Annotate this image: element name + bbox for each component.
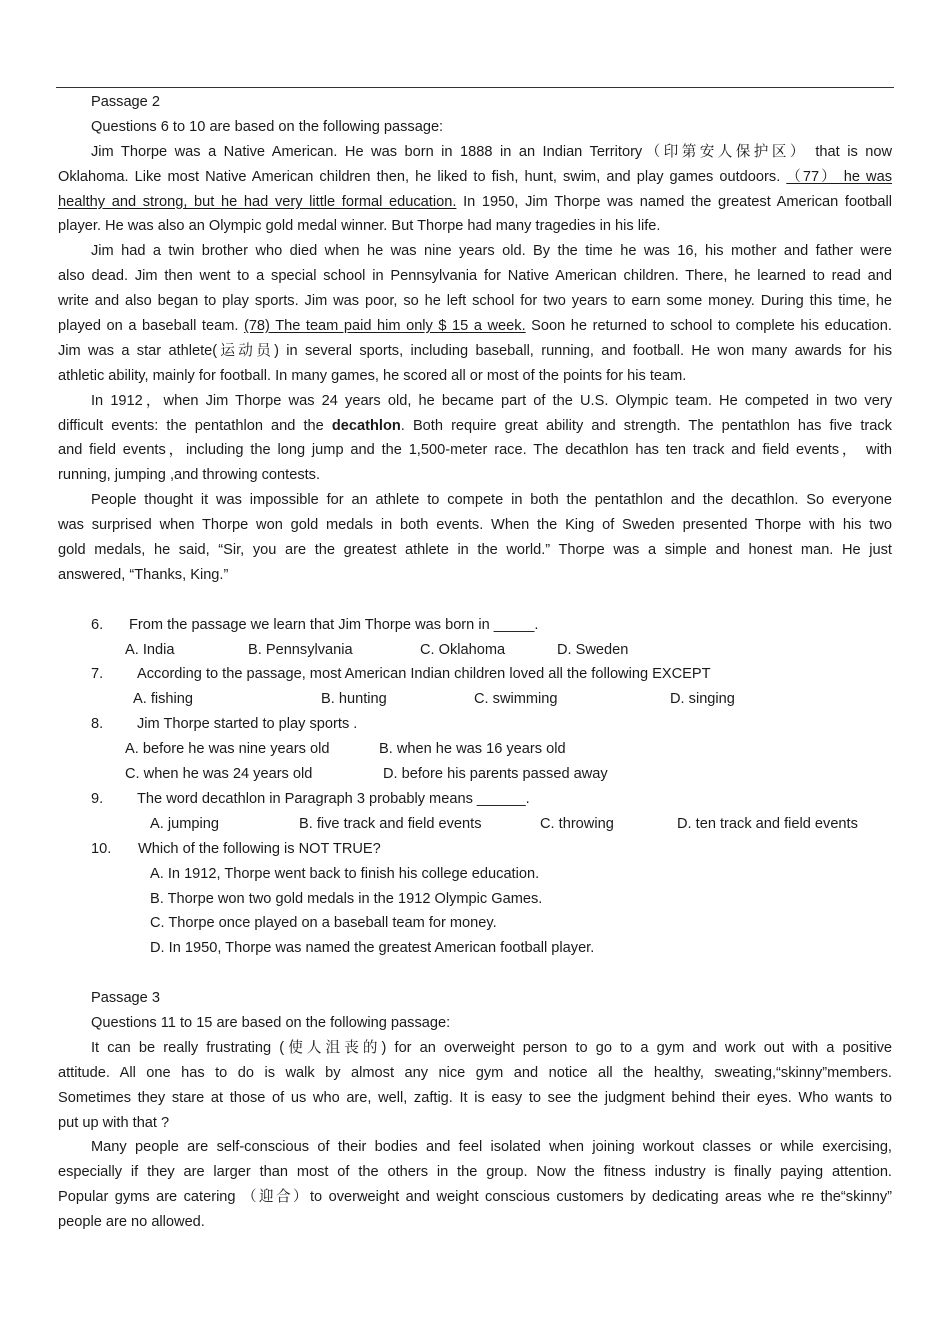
option: A. India xyxy=(125,641,175,658)
option: B. hunting xyxy=(321,691,387,708)
passage-2-intro: Questions 6 to 10 are based on the following passage: xyxy=(91,118,444,135)
option: A. fishing xyxy=(133,691,194,708)
question-9-options xyxy=(58,812,892,837)
option: C. when he was 24 years old xyxy=(125,766,313,783)
question-7: 7. According to the passage, most American Indian children loved all the following EXCEPT xyxy=(91,666,711,683)
document-page xyxy=(58,90,892,1235)
question-7-options xyxy=(58,687,892,712)
question-6-options xyxy=(58,638,892,663)
option: D. before his parents passed away xyxy=(383,766,608,783)
bold-term-decathlon: decathlon xyxy=(331,417,401,434)
passage-2-paragraph-2: Jim had a twin brother who died when he was nine years old. By the time he was 16, his mother and father were also dead. Jim then went to a special school in Pennsylvania for Native American children. There, he learned to read and write and also began to play sports. Jim was poor, so he left school for two years to earn some money. During this time, he played on a baseball team. (78) The team paid him only $ 15 a week. Soon he returned to school to complete his education. Jim was a star athlete(运动员) in several sports, including baseball, running, and football. He won many awards for his athletic ability, mainly for football. In many games, he scored all or most of the points for his team. xyxy=(58,243,892,384)
option: C. throwing xyxy=(540,815,614,832)
question-8: 8. Jim Thorpe started to play sports . xyxy=(91,716,358,733)
passage-3-paragraph-2: Many people are self-conscious of their bodies and feel isolated when joining workout classes or while exercising, especially if they are larger than most of the others in the group. Now the fitness industry is finally paying attention. Popular gyms are catering （迎合）to overweight and weight conscious customers by dedicating areas whe re the“skinny” people are no allowed. xyxy=(58,1139,892,1231)
passage-2-paragraph-1: Jim Thorpe was a Native American. He was born in 1888 in an Indian Territory（印第安人保护区） that is now Oklahoma. Like most Native American children then, he liked to fish, hunt, swim, and play games outdoors. （77） he was healthy and strong, but he had very little formal education. In 1950, Jim Thorpe was named the greatest American football player. He was also an Olympic gold medal winner. But Thorpe had many tragedies in his life. xyxy=(58,143,892,235)
option: A. before he was nine years old xyxy=(125,741,330,758)
underlined-sentence-78: (78) The team paid him only $ 15 a week. xyxy=(243,318,526,335)
option: D. ten track and field events xyxy=(677,815,858,832)
question-10: 10. Which of the following is NOT TRUE? xyxy=(91,840,381,857)
question-10-option-a: A. In 1912, Thorpe went back to finish his college education. xyxy=(150,865,540,882)
header-rule xyxy=(56,87,894,88)
option: C. swimming xyxy=(474,691,558,708)
question-10-option-c: C. Thorpe once played on a baseball team for money. xyxy=(150,915,497,932)
passage-2-title: Passage 2 xyxy=(91,94,160,110)
underlined-sentence-77: healthy and strong, but he had very little formal education. xyxy=(58,193,457,210)
passage-2-paragraph-4: People thought it was impossible for an athlete to compete in both the pentathlon and the decathlon. So everyone was surprised when Thorpe won gold medals in both events. When the King of Sweden presented Thorpe with his two gold medals, he said, “Sir, you are the greatest athlete in the world.” Thorpe was a simple and honest man. He just answered, “Thanks, King.” xyxy=(58,492,892,583)
option: B. when he was 16 years old xyxy=(379,741,566,758)
option: A. jumping xyxy=(150,815,219,832)
option: B. Pennsylvania xyxy=(248,641,353,658)
option: B. five track and field events xyxy=(299,815,482,832)
option: C. Oklahoma xyxy=(420,641,506,658)
question-10-option-b: B. Thorpe won two gold medals in the 1912 Olympic Games. xyxy=(150,890,543,907)
passage-3-title: Passage 3 xyxy=(91,990,160,1007)
question-8-options-row-1 xyxy=(58,737,892,762)
question-6: 6. From the passage we learn that Jim Thorpe was born in _____. xyxy=(91,616,539,633)
option: D. Sweden xyxy=(557,641,629,658)
option: D. singing xyxy=(670,691,735,708)
question-9: 9. The word decathlon in Paragraph 3 probably means ______. xyxy=(91,790,530,807)
passage-3-paragraph-1: It can be really frustrating (使人沮丧的) for an overweight person to go to a gym and work out with a positive attitude. All one has to do is walk by almost any nice gym and notice all the healthy, sweating,“skinny”members. Sometimes they stare at those of us who are, well, zaftig. It is easy to see the judgment behind their eyes. Who wants to put up with that ? xyxy=(58,1039,892,1131)
question-10-option-d: D. In 1950, Thorpe was named the greatest American football player. xyxy=(150,940,595,957)
question-8-options-row-2 xyxy=(58,762,892,787)
passage-2-paragraph-3: In 1912，when Jim Thorpe was 24 years old, he became part of the U.S. Olympic team. He competed in two very difficult events: the pentathlon and the decathlon. Both require great ability and strength. The pentathlon has five track and field events，including the long jump and the 1,500-meter race. The decathlon has ten track and field events， with running, jumping ,and throwing contests. xyxy=(58,392,892,484)
underlined-question-77: （77） he was xyxy=(786,168,892,185)
passage-3-intro: Questions 11 to 15 are based on the following passage: xyxy=(91,1014,451,1031)
